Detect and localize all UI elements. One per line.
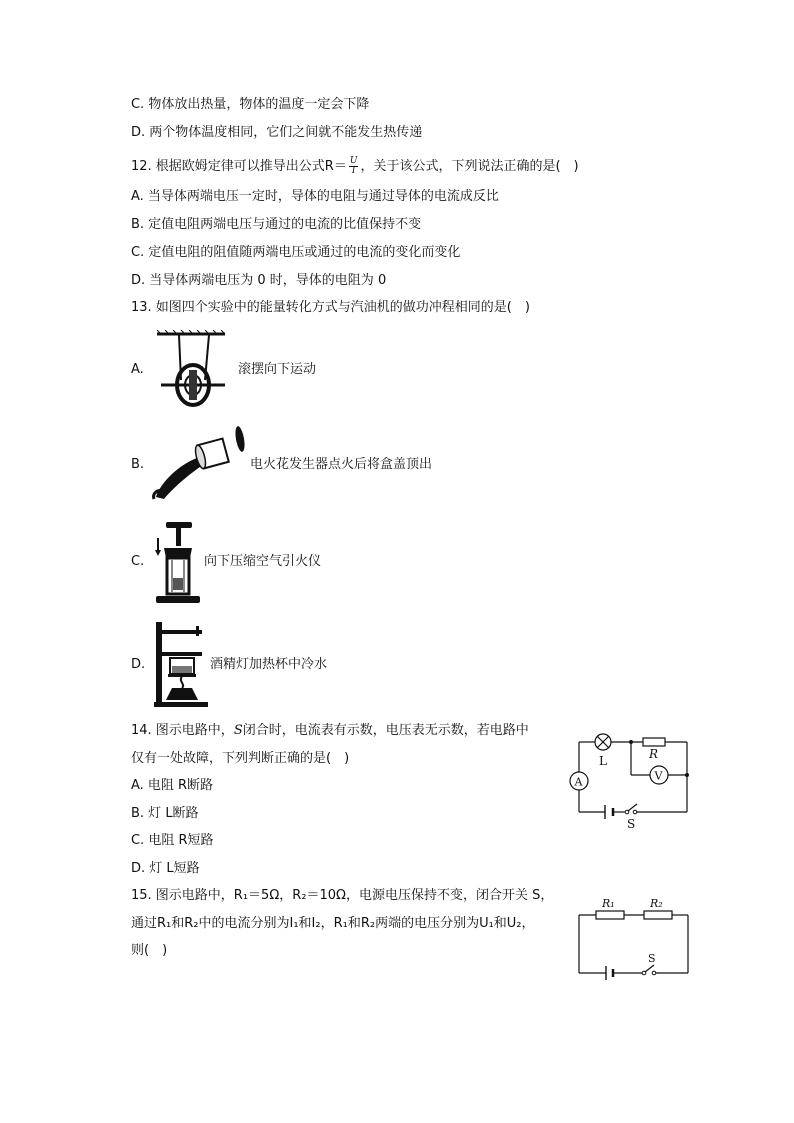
q12-option-b: B. 定值电阻两端电压与通过的电流的比值保持不变 — [131, 217, 422, 232]
q14-switch-var: S — [233, 723, 243, 738]
q12-formula-fraction — [349, 157, 359, 176]
q15-switch-label: S — [648, 952, 656, 965]
q14-circuit-diagram — [565, 730, 695, 830]
spark-generator-figure — [150, 423, 250, 503]
q14-stem-line2: 仅有一处故障，下列判断正确的是( ) — [131, 751, 350, 766]
q14-resistor-label: R — [649, 747, 659, 761]
q14-stem-pre: 14. 图示电路中， — [131, 723, 234, 738]
q11-option-d: D. 两个物体温度相同，它们之间就不能发生热传递 — [131, 125, 423, 140]
q12-stem-post: ，关于该公式，下列说法正确的是( ) — [360, 159, 579, 174]
alcohol-lamp-figure — [152, 620, 210, 708]
q13-option-a-caption: 滚摆向下运动 — [238, 362, 317, 377]
q15-r2-label: R₂ — [650, 897, 663, 910]
q13-stem: 13. 如图四个实验中的能量转化方式与汽油机的做功冲程相同的是( ) — [131, 300, 530, 315]
q13-option-c-letter: C. — [131, 554, 145, 569]
q11-option-c: C. 物体放出热量，物体的温度一定会下降 — [131, 97, 370, 112]
q15-line2: 通过R₁和R₂中的电流分别为I₁和I₂，R₁和R₂两端的电压分别为U₁和U₂， — [131, 916, 535, 931]
maxwell-wheel-figure — [155, 330, 231, 410]
q14-switch-label: S — [627, 817, 636, 830]
q14-voltmeter-label: V — [654, 769, 663, 783]
fire-syringe-figure — [152, 518, 204, 608]
q12-frac-num: U — [349, 156, 358, 166]
q14-option-c: C. 电阻 R短路 — [131, 833, 214, 848]
q13-option-d-caption: 酒精灯加热杯中冷水 — [210, 657, 328, 672]
q14-option-a: A. 电阻 R断路 — [131, 778, 214, 793]
q14-option-b: B. 灯 L断路 — [131, 806, 199, 821]
q12-option-d: D. 当导体两端电压为 0 时，导体的电阻为 0 — [131, 273, 387, 288]
q12-option-c: C. 定值电阻的阻值随两端电压或通过的电流的变化而变化 — [131, 245, 461, 260]
q12-stem — [131, 157, 579, 176]
q13-option-a-letter: A. — [131, 362, 144, 377]
q15-line3: 则( ) — [131, 943, 168, 958]
q13-option-c-caption: 向下压缩空气引火仪 — [204, 554, 322, 569]
q14-stem-line1 — [131, 722, 529, 740]
q14-option-d: D. 灯 L短路 — [131, 861, 200, 876]
q12-option-a: A. 当导体两端电压一定时，导体的电阻与通过导体的电流成反比 — [131, 189, 499, 204]
q12-stem-pre: 12. 根据欧姆定律可以推导出公式R＝ — [131, 159, 347, 174]
q13-option-d-letter: D. — [131, 657, 146, 672]
q13-option-b-letter: B. — [131, 457, 145, 472]
q13-option-b-caption: 电火花发生器点火后将盒盖顶出 — [250, 457, 433, 472]
q15-r1-label: R₁ — [602, 897, 615, 910]
q15-line1: 15. 图示电路中，R₁＝5Ω，R₂＝10Ω，电源电压保持不变，闭合开关 S， — [131, 888, 554, 903]
q12-frac-den: I — [351, 166, 356, 176]
q15-circuit-diagram — [570, 895, 695, 980]
q14-stem-post: 闭合时，电流表有示数，电压表无示数，若电路中 — [242, 723, 529, 738]
q14-lamp-label: L — [599, 754, 607, 768]
q14-ammeter-label: A — [574, 775, 583, 789]
